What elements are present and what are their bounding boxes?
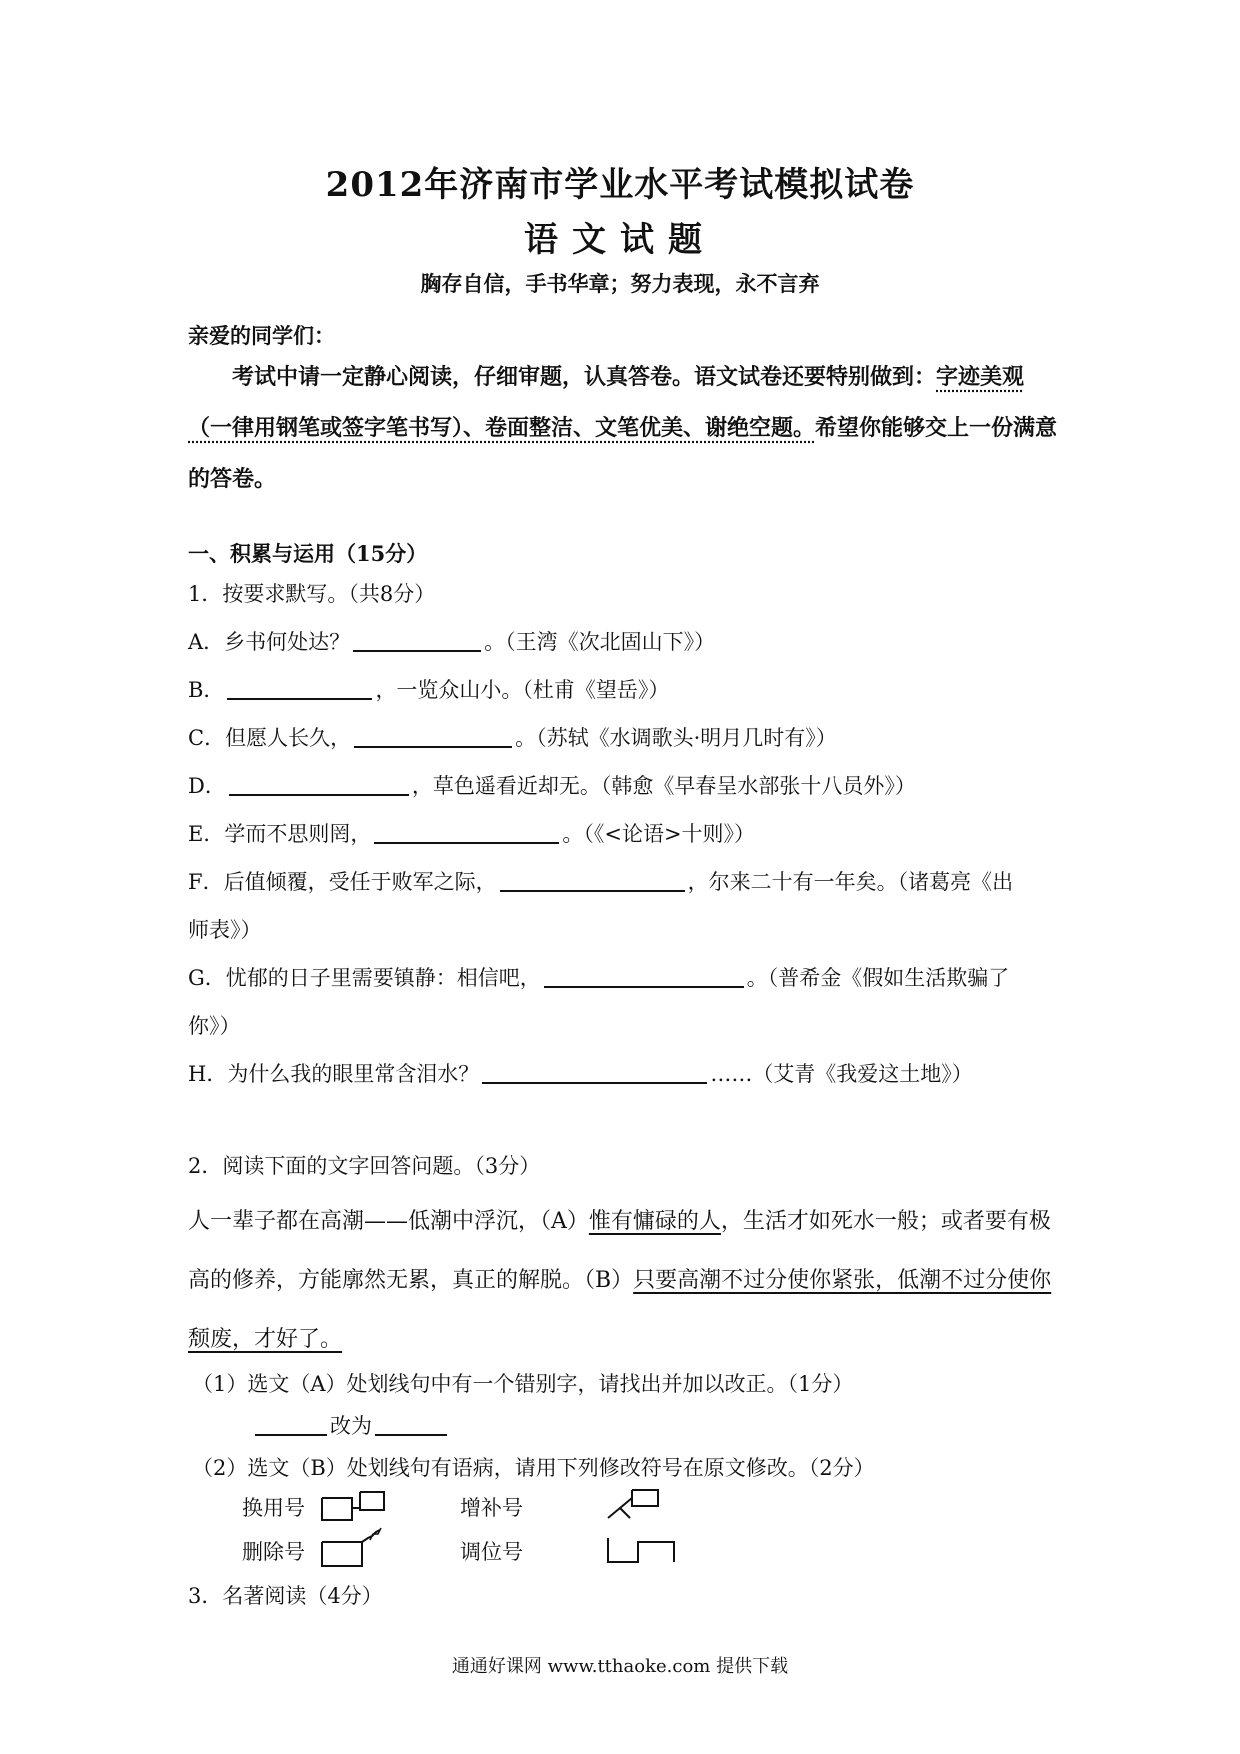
answer-blank[interactable] [353,628,481,652]
answer-blank[interactable] [500,868,685,892]
transpose-mark-icon [604,1532,684,1568]
exam-motto: 胸存自信，手书华章；努力表现，永不言弃 [420,271,820,296]
answer-blank[interactable] [544,964,744,988]
intro-text-3: 希望你能够交上一份满意的答卷。 [188,415,1058,492]
delete-mark-icon [318,1524,388,1570]
q2-sub1: （1）选文（A）处划线句中有一个错别字，请找出并加以改正。（1分） [192,1372,854,1396]
q1-item-e: E．学而不思则罔， 。（《<论语>十则》） [188,822,756,846]
greeting: 亲爱的同学们： [188,323,335,348]
q1-item-f-cont: 师表》） [188,918,262,942]
q1-item-f: F．后值倾覆，受任于败军之际， ，尔来二十有一年矣。（诸葛亮《出 [188,870,1014,894]
wrong-char-blank[interactable] [255,1412,327,1436]
q2-change-row: 改为 [252,1410,450,1440]
q1-item-b: B． ，一览众山小。（杜甫《望岳》） [188,678,670,702]
answer-blank[interactable] [374,820,559,844]
q3-stem: 3．名著阅读（4分） [188,1584,383,1608]
replace-mark-icon [318,1486,388,1526]
q1-item-c: C．但愿人长久， 。（苏轼《水调歌头·明月几时有》） [188,726,837,750]
section1-heading: 一、积累与运用（15分） [188,541,428,566]
passage-underline-a: 惟有慵碌的人 [588,1209,721,1234]
page-footer: 通通好课网 www.tthaoke.com 提供下载 [451,1656,789,1677]
symbol-label-insert: 增补号 [460,1496,523,1520]
intro-paragraph [188,352,1058,505]
symbol-label-transpose: 调位号 [460,1540,523,1564]
q2-sub2: （2）选文（B）处划线句有语病，请用下列修改符号在原文修改。（2分） [192,1456,875,1480]
q1-item-d: D． ，草色遥看近却无。（韩愈《早春呈水部张十八员外》） [188,774,916,798]
symbol-label-delete: 删除号 [242,1540,305,1564]
q1-item-a: A．乡书何处达？ 。（王湾《次北固山下》） [188,630,716,654]
exam-subtitle: 语文试题 [524,220,716,260]
exam-title: 2012年济南市学业水平考试模拟试卷 [325,165,915,205]
answer-blank[interactable] [482,1060,707,1084]
correct-char-blank[interactable] [375,1412,447,1436]
passage-underline-b: 只要高潮不过分使你紧张，低潮不过分使你颓废，才好了。 [188,1268,1052,1352]
answer-blank[interactable] [354,724,512,748]
q2-passage: 人一辈子都在高潮——低潮中浮沉，（A）惟有慵碌的人，生活才如死水一般；或者要有极高的修养，方能廓然无累，真正的解脱。（B）只要高潮不过分使你紧张，低潮不过分使你颓废，才好了。 [188,1209,1052,1352]
intro-text-2: 字迹美观（一律用钢笔或签字笔书写）、卷面整洁、文笔优美、谢绝空题。 [188,364,1025,441]
q1-item-g: G．忧郁的日子里需要镇静：相信吧， 。（普希金《假如生活欺骗了 [188,966,1010,990]
q1-stem: 1．按要求默写。（共8分） [188,582,436,606]
answer-blank[interactable] [229,772,409,796]
answer-blank[interactable] [227,676,372,700]
q2-stem: 2．阅读下面的文字回答问题。（3分） [188,1154,541,1178]
insert-mark-icon [604,1484,664,1524]
q1-item-g-cont: 你》） [188,1014,241,1038]
symbol-label-replace: 换用号 [242,1496,305,1520]
intro-text-1: 考试中请一定静心阅读，仔细审题，认真答卷。语文试卷还要特别做到： [232,364,937,390]
q1-item-h: H．为什么我的眼里常含泪水？ ……（艾青《我爱这土地》） [188,1062,973,1086]
